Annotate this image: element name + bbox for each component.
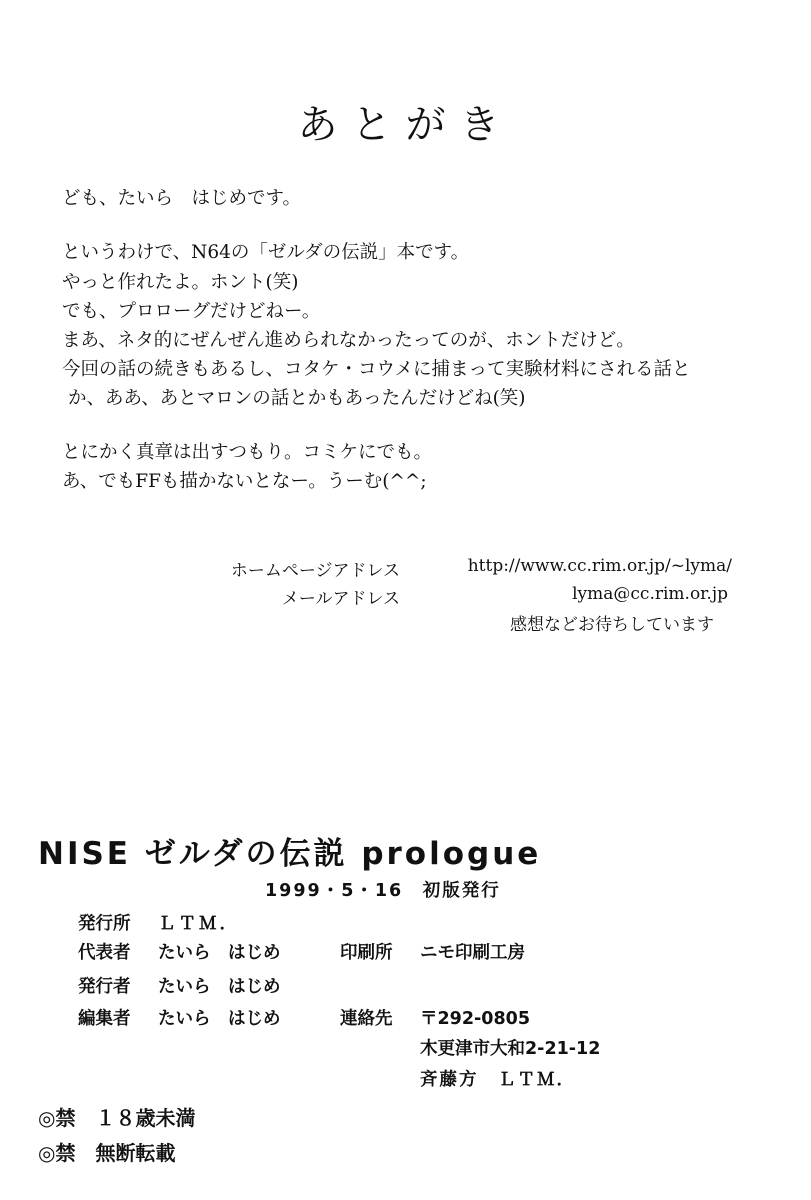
contact-label: 連絡先 <box>340 1009 393 1029</box>
paragraph-line: というわけで、N64の「ゼルダの伝説」本です。 <box>62 242 470 263</box>
issuer-value: たいら はじめ <box>158 977 281 997</box>
printer-value: ニモ印刷工房 <box>420 943 525 963</box>
paragraph-line: とにかく真章は出すつもり。コミケにでも。 <box>62 442 433 463</box>
publication-date: 1999・5・16 初版発行 <box>265 881 501 901</box>
representative-value: たいら はじめ <box>158 943 281 963</box>
representative-label: 代表者 <box>78 943 131 963</box>
afterword-heading: あとがき <box>297 102 514 148</box>
paragraph-line: ども、たいら はじめです。 <box>62 188 302 209</box>
editor-label: 編集者 <box>78 1009 131 1029</box>
comment-invitation: 感想などお待ちしています <box>510 615 714 635</box>
book-title: NISE ゼルダの伝説 prologue <box>38 836 542 872</box>
no-reproduction-notice: ◎禁 無断転載 <box>38 1141 176 1165</box>
postal-code: 〒292-0805 <box>420 1009 530 1029</box>
mail-label: メールアドレス <box>281 589 400 609</box>
issuer-label: 発行者 <box>78 977 131 997</box>
paragraph-line: 今回の話の続きもあるし、コタケ・コウメに捕まって実験材料にされる話と <box>62 359 691 380</box>
publisher-value: ＬＴＭ． <box>158 914 240 934</box>
address-care-of: 斉藤方 ＬＴＭ． <box>420 1070 576 1090</box>
paragraph-line: まあ、ネタ的にぜんぜん進められなかったってのが、ホントだけど。 <box>62 330 635 351</box>
paragraph-line: やっと作れたよ。ホント(笑) <box>62 272 299 293</box>
publisher-label: 発行所 <box>78 914 131 934</box>
paragraph-line: か、ああ、あとマロンの話とかもあったんだけどね(笑) <box>68 388 526 409</box>
homepage-label: ホームページアドレス <box>230 561 400 581</box>
editor-value: たいら はじめ <box>158 1009 281 1029</box>
mail-address: lyma@cc.rim.or.jp <box>572 584 728 604</box>
homepage-url: http://www.cc.rim.or.jp/~lyma/ <box>467 556 732 576</box>
paragraph-line: あ、でもFFも描かないとなー。うーむ(^^; <box>62 471 427 492</box>
age-restriction-notice: ◎禁 １８歳未満 <box>38 1106 196 1130</box>
paragraph-line: でも、プロローグだけどねー。 <box>62 301 321 322</box>
printer-label: 印刷所 <box>340 943 393 963</box>
address-line: 木更津市大和2-21-12 <box>420 1039 601 1059</box>
